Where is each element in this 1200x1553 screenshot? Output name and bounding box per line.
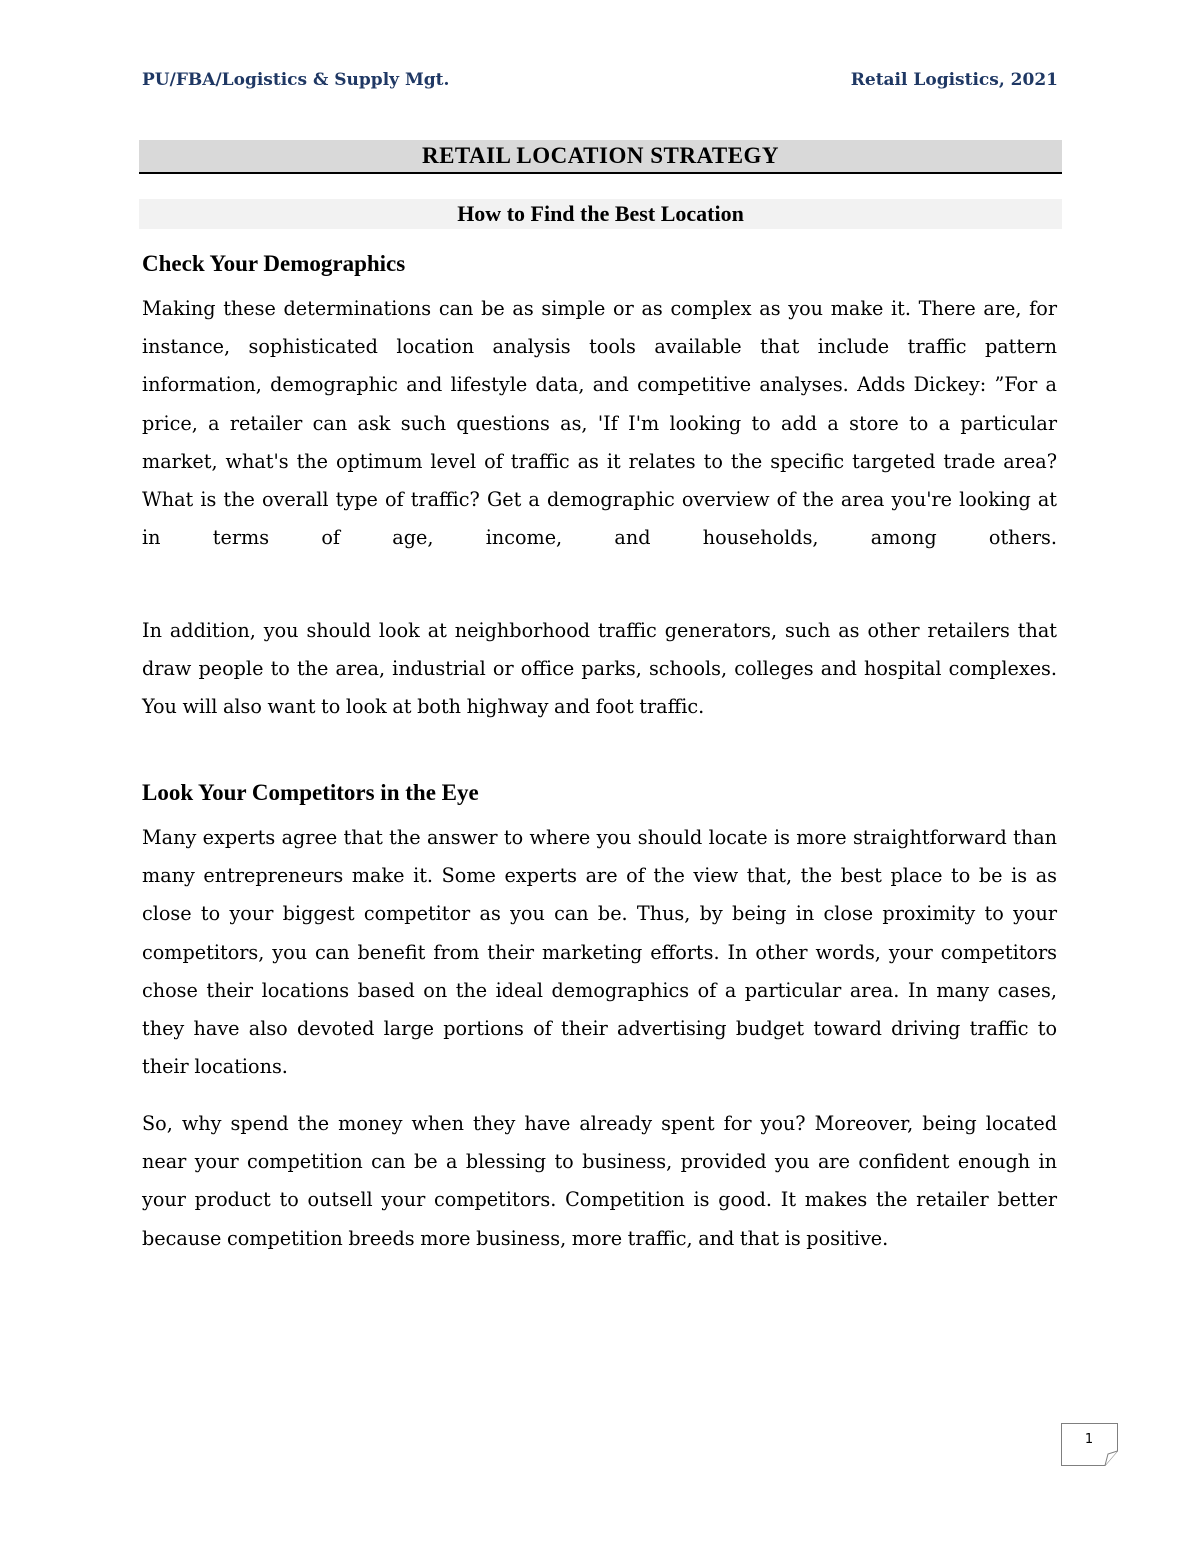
header-document-label: Retail Logistics, 2021: [850, 70, 1058, 90]
paragraph-demographics-1: Making these determinations can be as simple or as complex as you make it. There are, for instance, sophisticated location analysis tools available that include traffic pattern information, demographic and lifestyle data, and competitive analyses. Adds Dickey: ”For a price, a retailer can ask such questions as, 'If I'm looking to add a store to a particular market, what's the optimum level of traffic as it relates to the specific targeted trade area? What is the overall type of traffic? Get a demographic overview of the area you're looking at in terms of age, income, and households, among others.: [142, 297, 1057, 550]
section-heading-demographics: Check Your Demographics: [142, 251, 406, 276]
section-heading-competitors: Look Your Competitors in the Eye: [142, 780, 479, 805]
paragraph-demographics-2: In addition, you should look at neighborhood traffic generators, such as other retailers that draw people to the area, industrial or office parks, schools, colleges and hospital complexes. You will also want to look at both highway and foot traffic.: [142, 619, 1057, 719]
document-title: RETAIL LOCATION STRATEGY: [139, 140, 1062, 174]
page-number: 1: [1084, 1432, 1094, 1447]
paragraph-competitors-2: So, why spend the money when they have already spent for you? Moreover, being located near your competition can be a blessing to business, provided you are confident enough in your product to outsell your competitors. Competition is good. It makes the retailer better because competition breeds more business, more traffic, and that is positive.: [142, 1112, 1057, 1250]
paragraph-competitors-1: Many experts agree that the answer to where you should locate is more straightforward than many entrepreneurs make it. Some experts are of the view that, the best place to be is as close to your biggest competitor as you can be. Thus, by being in close proximity to your competitors, you can benefit from their marketing efforts. In other words, your competitors chose their locations based on the ideal demographics of a particular area. In many cases, they have also devoted large portions of their advertising budget toward driving traffic to their locations.: [142, 826, 1057, 1079]
page-header: [142, 70, 1058, 98]
header-course-label: PU/FBA/Logistics & Supply Mgt.: [142, 70, 450, 90]
document-subtitle: How to Find the Best Location: [139, 199, 1062, 229]
page-number-box: [1061, 1423, 1117, 1465]
